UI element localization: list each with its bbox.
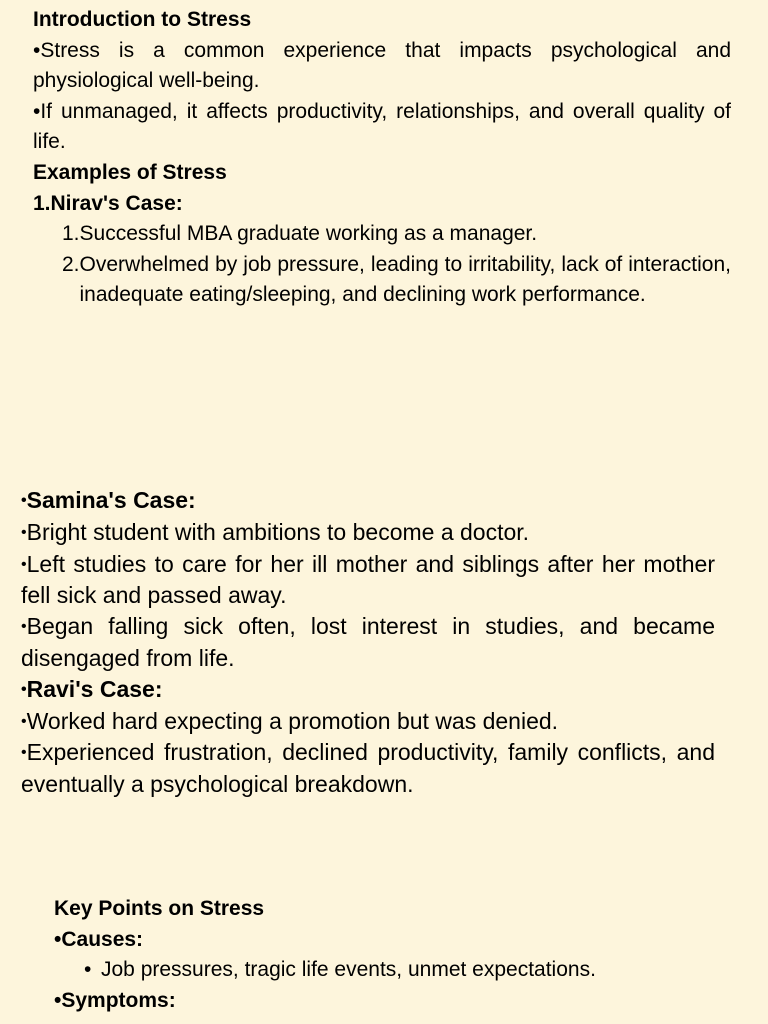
key-points-heading: Key Points on Stress bbox=[54, 897, 265, 920]
intro-bullet-2: •If unmanaged, it affects productivity, relationships, and overall quality of life. bbox=[33, 99, 731, 154]
causes-heading: •Causes: bbox=[54, 927, 144, 951]
bullet-glyph: • bbox=[84, 958, 92, 982]
ravi-point-2 bbox=[21, 737, 715, 800]
section-cases bbox=[21, 485, 715, 800]
intro-heading: Introduction to Stress bbox=[33, 8, 252, 31]
bullet-glyph: • bbox=[21, 523, 27, 541]
samina-point-3 bbox=[21, 611, 715, 674]
bullet-glyph: • bbox=[21, 712, 27, 730]
list-item bbox=[62, 219, 731, 250]
samina-point-text: Began falling sick often, lost interest in studies, and became disengaged from life. bbox=[21, 613, 715, 671]
ravi-point-1 bbox=[21, 706, 715, 738]
ravi-heading-text: Ravi's Case: bbox=[26, 675, 163, 702]
list-item bbox=[62, 250, 731, 311]
bullet-glyph: • bbox=[21, 680, 27, 698]
samina-point-text: Left studies to care for her ill mother and siblings after her mother fell sick and passed away. bbox=[21, 550, 715, 609]
section-key-points bbox=[54, 894, 744, 1016]
bullet-glyph: • bbox=[21, 492, 27, 509]
list-item-text: Successful MBA graduate working as a manager. bbox=[79, 222, 538, 246]
bullet-glyph: • bbox=[21, 618, 27, 636]
intro-bullet-1: •Stress is a common experience that impacts psychological and physiological well-being. bbox=[33, 38, 731, 93]
ravi-case-heading bbox=[21, 674, 715, 706]
samina-heading-text: Samina's Case: bbox=[26, 487, 196, 513]
list-item-number: 1. bbox=[62, 222, 80, 246]
list-item-text: Overwhelmed by job pressure, leading to irritability, lack of interaction, inadequate eating/sleeping, and declining work performance. bbox=[79, 252, 731, 307]
bullet-glyph: • bbox=[21, 555, 27, 573]
ravi-point-text: Worked hard expecting a promotion but was denied. bbox=[26, 707, 559, 734]
list-item-number: 2. bbox=[62, 252, 80, 276]
samina-point-text: Bright student with ambitions to become a doctor. bbox=[26, 518, 530, 545]
bullet-glyph: • bbox=[21, 744, 27, 762]
samina-point-1 bbox=[21, 517, 715, 549]
samina-point-2 bbox=[21, 549, 715, 612]
nirav-case-heading: 1.Nirav's Case: bbox=[33, 191, 183, 215]
ravi-point-text: Experienced frustration, declined productivity, family conflicts, and eventually a psychological breakdown. bbox=[21, 739, 715, 798]
nirav-case-list bbox=[33, 219, 731, 311]
samina-case-heading bbox=[21, 485, 715, 517]
causes-text: Job pressures, tragic life events, unmet expectations. bbox=[101, 958, 596, 982]
section-introduction bbox=[33, 5, 731, 311]
symptoms-heading: •Symptoms: bbox=[54, 988, 176, 1012]
examples-heading: Examples of Stress bbox=[33, 160, 227, 184]
causes-item bbox=[54, 955, 744, 986]
